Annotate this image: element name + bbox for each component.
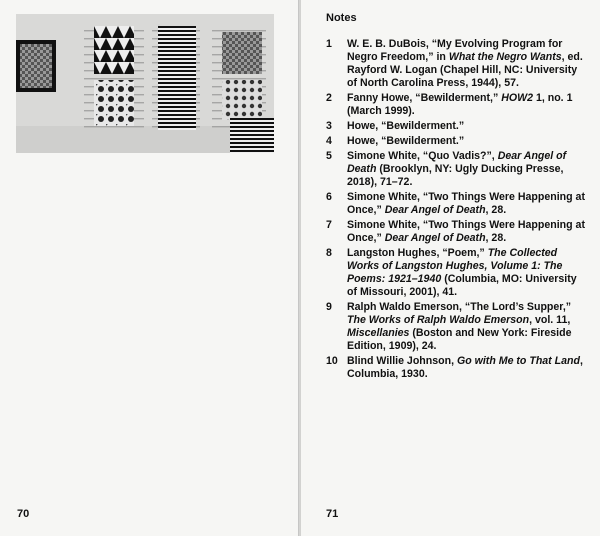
note-item — [326, 247, 588, 299]
note-text-segment: , ed. Rayford W. Logan (Chapel Hill, NC: University of North Carolina Press, 1944), 57. — [347, 51, 583, 89]
note-text-segment: (Boston and New York: Fireside Edition, 1909), 24. — [347, 327, 572, 352]
note-text-segment: Blind Willie Johnson, — [347, 355, 457, 367]
note-text-segment: W. E. B. DuBois, “My Evolving Program for Negro Freedom,” in — [347, 38, 563, 63]
notes-heading: Notes — [326, 12, 357, 24]
note-text-segment: 1, no. 1 (March 1999). — [347, 92, 573, 117]
note-text-segment: , Columbia, 1930. — [347, 355, 583, 380]
note-item — [326, 150, 588, 189]
note-text — [347, 120, 588, 133]
note-number: 10 — [326, 355, 338, 367]
note-text-segment: Simone White, “Two Things Were Happening at Once,” — [347, 219, 585, 244]
note-item — [326, 135, 588, 148]
page-number: 71 — [326, 508, 339, 520]
note-text — [347, 247, 588, 299]
left-page — [0, 0, 298, 536]
note-number: 8 — [326, 247, 332, 259]
note-number: 3 — [326, 120, 332, 132]
note-item — [326, 301, 588, 353]
note-title-italic: Go with Me to That Land — [456, 355, 580, 367]
note-item — [326, 355, 588, 381]
note-title-italic: The Works of Ralph Waldo Emerson — [347, 314, 530, 326]
note-text — [347, 135, 588, 148]
note-title-italic: What the Negro Wants — [448, 51, 562, 63]
note-text-segment: Simone White, “Two Things Were Happening at Once,” — [347, 191, 585, 216]
note-item — [326, 120, 588, 133]
note-text — [347, 219, 588, 245]
note-number: 9 — [326, 301, 332, 313]
note-title-italic: Dear Angel of Death — [347, 150, 567, 175]
note-number: 7 — [326, 219, 332, 231]
note-item — [326, 219, 588, 245]
note-title-italic: The Collected Works of Langston Hughes, Volume 1: The Poems: 1921–1940 — [347, 247, 563, 285]
note-item — [326, 38, 588, 90]
note-number: 1 — [326, 38, 332, 50]
note-text-segment: (Columbia, MO: University of Missouri, 2001), 41. — [347, 273, 577, 298]
note-title-italic: HOW2 — [501, 92, 534, 104]
note-text-segment: Langston Hughes, “Poem,” — [347, 247, 488, 259]
gallery-photo — [16, 14, 274, 153]
page-number: 70 — [17, 508, 30, 520]
note-number: 4 — [326, 135, 332, 147]
right-page — [301, 0, 600, 536]
notes-list — [326, 38, 588, 383]
note-item — [326, 92, 588, 118]
note-text — [347, 92, 588, 118]
note-text-segment: Ralph Waldo Emerson, “The Lord’s Supper,” — [347, 301, 572, 313]
note-text — [347, 191, 588, 217]
note-title-italic: Dear Angel of Death — [384, 232, 486, 244]
note-text — [347, 355, 588, 381]
note-text — [347, 38, 588, 90]
note-text-segment: Howe, “Bewilderment.” — [347, 135, 465, 147]
note-text-segment: Howe, “Bewilderment.” — [347, 120, 465, 132]
note-text-segment: , vol. 11, — [529, 314, 571, 326]
note-title-italic: Dear Angel of Death — [384, 204, 486, 216]
note-text-segment: Simone White, “Quo Vadis?”, — [347, 150, 498, 162]
note-text-segment: Fanny Howe, “Bewilderment,” — [347, 92, 502, 104]
note-text — [347, 150, 588, 189]
note-item — [326, 191, 588, 217]
note-text-segment: , 28. — [485, 232, 507, 244]
note-text — [347, 301, 588, 353]
note-number: 2 — [326, 92, 332, 104]
note-title-italic: Miscellanies — [347, 327, 410, 339]
note-number: 5 — [326, 150, 332, 162]
note-text-segment: (Brooklyn, NY: Ugly Ducking Presse, 2018), 71–72. — [347, 163, 564, 188]
note-number: 6 — [326, 191, 332, 203]
note-text-segment: , 28. — [485, 204, 507, 216]
